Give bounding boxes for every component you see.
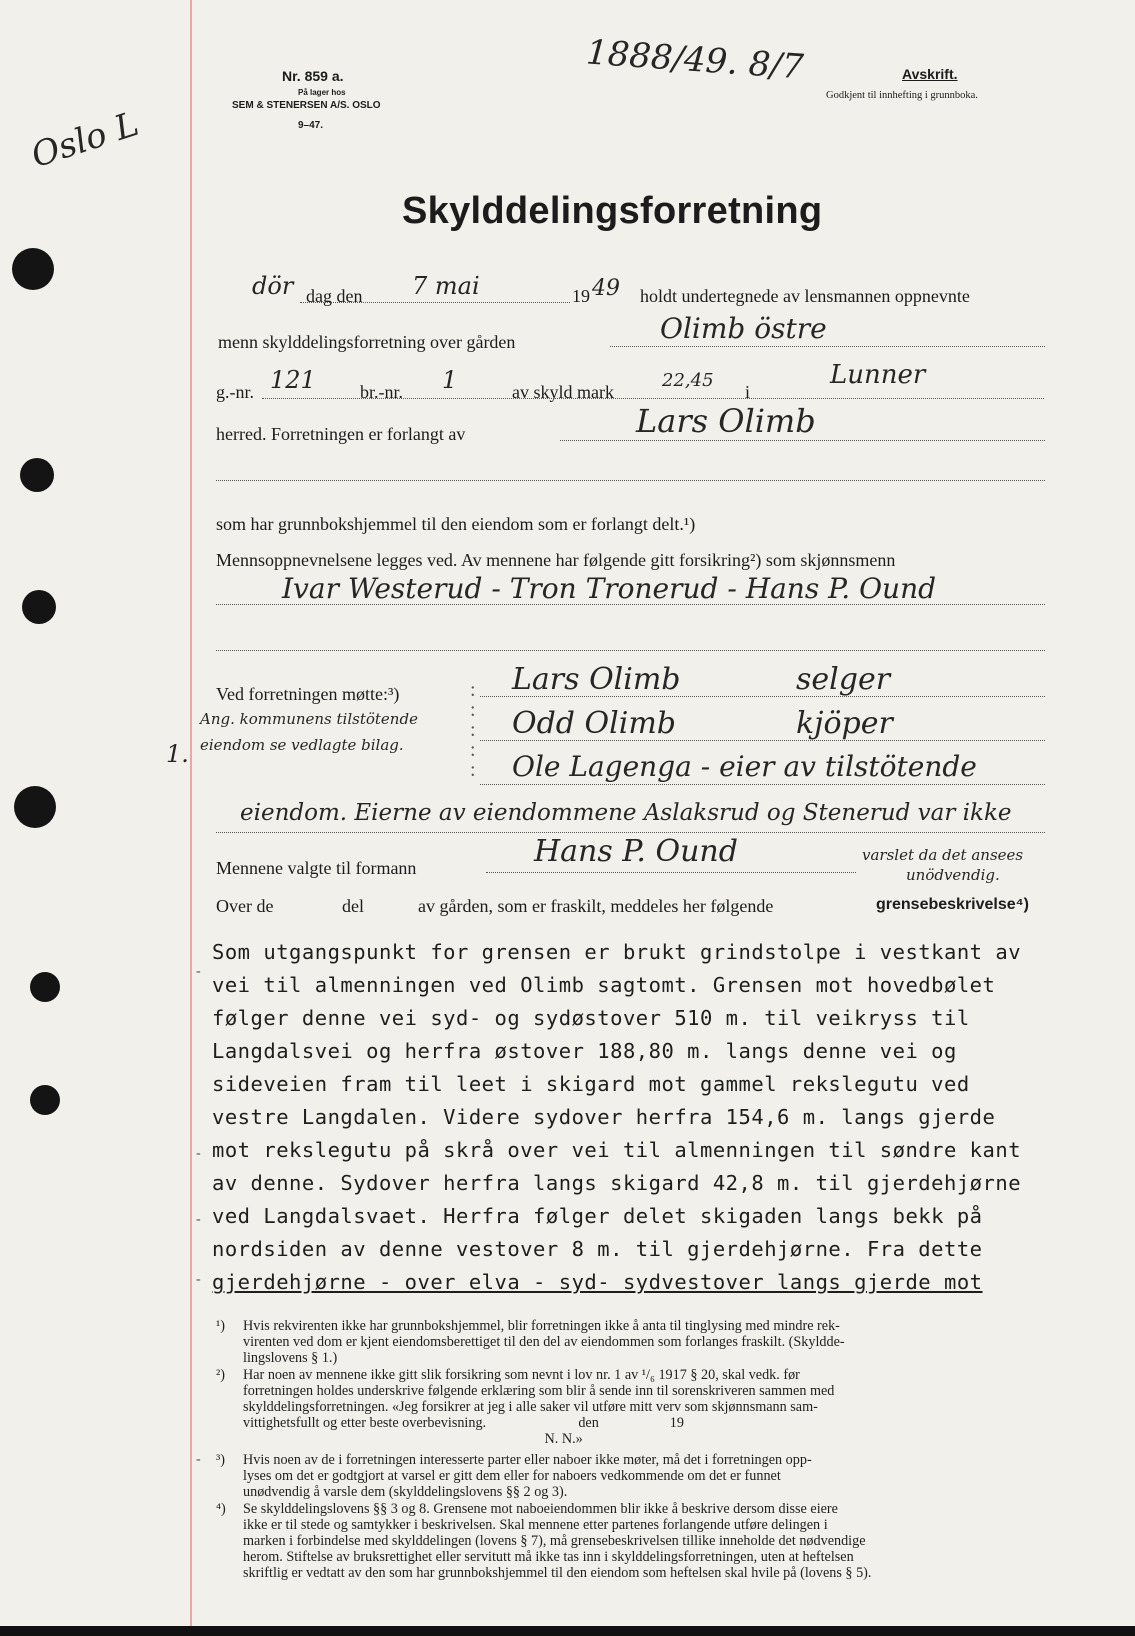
fill-rule: [262, 398, 1044, 399]
footnote-line: Se skylddelingslovens §§ 3 og 8. Grensene mot naboeiendommen blir ikke å beskrive dersom disse eiere: [243, 1501, 838, 1517]
line6-text: Mennsoppnevnelsene legges ved. Av mennene har følgende gitt forsikring²) som skjønnsmenn: [216, 550, 896, 570]
chair-value: Hans P. Ound: [534, 834, 738, 869]
footnote-line: virenten ved dom er kjent eiendomsberettiget til den del av eiendommen som forlanges fraskilt. (Skyldde-: [243, 1334, 845, 1350]
date-label: dag den: [306, 286, 363, 306]
footnote-mark: ²): [216, 1367, 225, 1383]
footnote-mark: ³): [216, 1452, 225, 1468]
body-line: vestre Langdalen. Videre sydover herfra 154,6 m. langs gjerde: [212, 1105, 996, 1129]
body-line: vei til almenningen ved Olimb sagtomt. Grensen mot hovedbølet: [212, 973, 996, 997]
footnote-line: skylddelingsforretningen. «Jeg forsikrer at jeg i alle saker vil utføre mitt verv som skjønnsmann sam-: [243, 1399, 818, 1415]
footnote-line: Har noen av mennene ikke gitt slik forsikring som nevnt i lov nr. 1 av ¹/₆ 1917 § 20, skal vedk. før: [243, 1367, 800, 1383]
attendee-name: Lars Olimb: [512, 662, 681, 697]
body-line: Langdalsvei og herfra østover 188,80 m. langs denne vei og: [212, 1039, 957, 1063]
footnote-line: herom. Stiftelse av bruksrettighet eller servitutt må ikke tas inn i skylddelingsforretningen, uten at heftelsen: [243, 1549, 854, 1565]
margin-line: [190, 0, 192, 1636]
chair-note-2: unödvendig.: [906, 866, 1000, 884]
scan-edge: [0, 1626, 1135, 1636]
margin-tick: -: [196, 1272, 201, 1287]
page-title: Skylddelingsforretning: [402, 190, 823, 232]
attendee-role: kjöper: [796, 706, 893, 741]
margin-note: Oslo L: [26, 103, 144, 177]
margin-tick: -: [196, 964, 201, 979]
binder-hole: [14, 786, 56, 828]
fill-rule: [216, 480, 1045, 481]
over-label-bold: grensebeskrivelse⁴): [876, 896, 1029, 913]
fill-rule: [216, 832, 1045, 833]
fill-rule: [300, 302, 570, 303]
attend-margin-note: Ang. kommunens tilstötende eiendom se vedlagte bilag.: [200, 710, 418, 754]
bnr-value: 1: [442, 366, 458, 394]
margin-tick: -: [196, 1212, 201, 1227]
fill-rule: [560, 440, 1045, 441]
footnote-line: forretningen holdes underskrive følgende erklæring som blir å sende inn til sorenskriveren sammen med: [243, 1383, 835, 1399]
fill-rule: [480, 784, 1045, 785]
margin-tick: -: [196, 1146, 201, 1161]
skyld-value: 22,45: [662, 370, 714, 391]
attend-label: Ved forretningen møtte:³): [216, 684, 400, 704]
body-line: Som utgangspunkt for grensen er brukt grindstolpe i vestkant av: [212, 940, 1022, 964]
margin-tick: -: [196, 1452, 201, 1467]
body-line: av denne. Sydover herfra langs skigard 42,8 m. til gjerdehjørne: [212, 1171, 1022, 1195]
binder-hole: [12, 248, 54, 290]
attend-continuation: eiendom. Eierne av eiendommene Aslaksrud og Stenerud var ikke: [240, 800, 1012, 826]
fill-rule: [486, 872, 856, 873]
journal-note: 1888/49. 8/7: [584, 32, 805, 88]
farm-name: Olimb östre: [660, 312, 827, 345]
body-line: mot rekslegutu på skrå over vei til almenningen til søndre kant: [212, 1138, 1022, 1162]
form-number: Nr. 859 a.: [282, 68, 344, 84]
gnr-label: g.-nr.: [216, 382, 254, 402]
body-line: følger denne vei syd- og sydøstover 510 m. til veikryss til: [212, 1006, 970, 1030]
body-line: nordsiden av denne vestover 8 m. til gjerdehjørne. Fra dette: [212, 1237, 983, 1261]
gnr-value: 121: [270, 366, 316, 394]
attend-margin-number: 1.: [166, 740, 189, 768]
herred-value: Lunner: [830, 360, 926, 390]
footnote-line: Hvis rekvirenten ikke har grunnbokshjemmel, blir forretningen ikke å anta til tinglysing med mindre rek-: [243, 1318, 840, 1334]
line4-label: herred. Forretningen er forlangt av: [216, 424, 466, 444]
footnote-mark: ¹): [216, 1318, 225, 1334]
line1-text: holdt undertegnede av lensmannen oppnevnte: [640, 286, 970, 306]
binder-hole: [30, 1085, 60, 1115]
binder-hole: [22, 590, 56, 624]
footnote-line: skriftlig er vedtatt av den som har grunnbokshjemmel til den eiendom som heftelsen skal hvile på (lovens § 5).: [243, 1565, 872, 1581]
footnote-line: vittighetsfullt og etter beste overbevisning. den 19: [243, 1415, 684, 1431]
chair-note-1: varslet da det ansees: [862, 846, 1024, 864]
fill-rule: [610, 346, 1045, 347]
skyld-label: av skyld mark: [512, 382, 614, 402]
place-value: dör: [252, 272, 294, 300]
footnote-line: ikke er til stede og samtykker i beskrivelsen. Skal mennene etter partenes forlangende utføre delingen i: [243, 1517, 828, 1533]
publisher-date: 9–47.: [298, 120, 324, 131]
fill-rule: [480, 740, 1045, 741]
over-label-3: av gården, som er fraskilt, meddeles her følgende: [418, 896, 774, 916]
attendee-role: selger: [796, 662, 891, 697]
body-line: gjerdehjørne - over elva - syd- sydvestover langs gjerde mot: [212, 1270, 983, 1294]
year-value: 49: [592, 276, 620, 301]
footnote-mark: ⁴): [216, 1501, 226, 1517]
over-label-2: del: [342, 896, 364, 916]
fill-rule: [480, 696, 1045, 697]
bnr-label: br.-nr.: [360, 382, 403, 402]
footnote-line: marken i forbindelse med skylddelingen (lovens § 7), må grensebeskrivelsen tillike inneholde det nødvendige: [243, 1533, 866, 1549]
i-label: i: [745, 382, 751, 402]
body-line: sideveien fram til leet i skigard mot gammel rekslegutu ved: [212, 1072, 970, 1096]
over-label-1: Over de: [216, 896, 274, 916]
fill-rule: [216, 650, 1045, 651]
chair-label: Mennene valgte til formann: [216, 858, 417, 878]
appraisers-value: Ivar Westerud - Tron Tronerud - Hans P. Ound: [282, 572, 937, 605]
year-prefix: 19: [572, 286, 590, 306]
publisher-line2: SEM & STENERSEN A/S. OSLO: [232, 100, 381, 111]
fill-rule: [216, 604, 1045, 605]
line2-label: menn skylddelingsforretning over gården: [218, 332, 516, 352]
footnote-line: unødvendig å varsle dem (skylddelingslovens §§ 2 og 3).: [243, 1484, 568, 1500]
publisher-line1: På lager hos: [298, 88, 346, 97]
footnote-line: lingslovens § 1.): [243, 1350, 338, 1366]
copy-label: Avskrift.: [902, 66, 958, 82]
line5-text: som har grunnbokshjemmel til den eiendom som er forlangt delt.¹): [216, 514, 696, 534]
attendee-name: Ole Lagenga - eier av tilstötende: [512, 750, 977, 783]
binder-hole: [30, 972, 60, 1002]
footnote-line: N. N.»: [243, 1431, 583, 1447]
date-value: 7 mai: [412, 272, 480, 300]
bracket: : : : : :: [470, 679, 476, 781]
footnote-line: lyses om det er godtgjort at varsel er gitt dem eller for naboers vedkommende om det er funnet: [243, 1468, 781, 1484]
binder-hole: [20, 458, 54, 492]
body-line: ved Langdalsvaet. Herfra følger delet skigaden langs bekk på: [212, 1204, 983, 1228]
copy-note: Godkjent til innhefting i grunnboka.: [826, 90, 978, 101]
footnote-line: Hvis noen av de i forretningen interesserte parter eller naboer ikke møter, må det i forretningen opp-: [243, 1452, 812, 1468]
attendee-name: Odd Olimb: [512, 706, 676, 741]
requester-name: Lars Olimb: [636, 402, 816, 440]
